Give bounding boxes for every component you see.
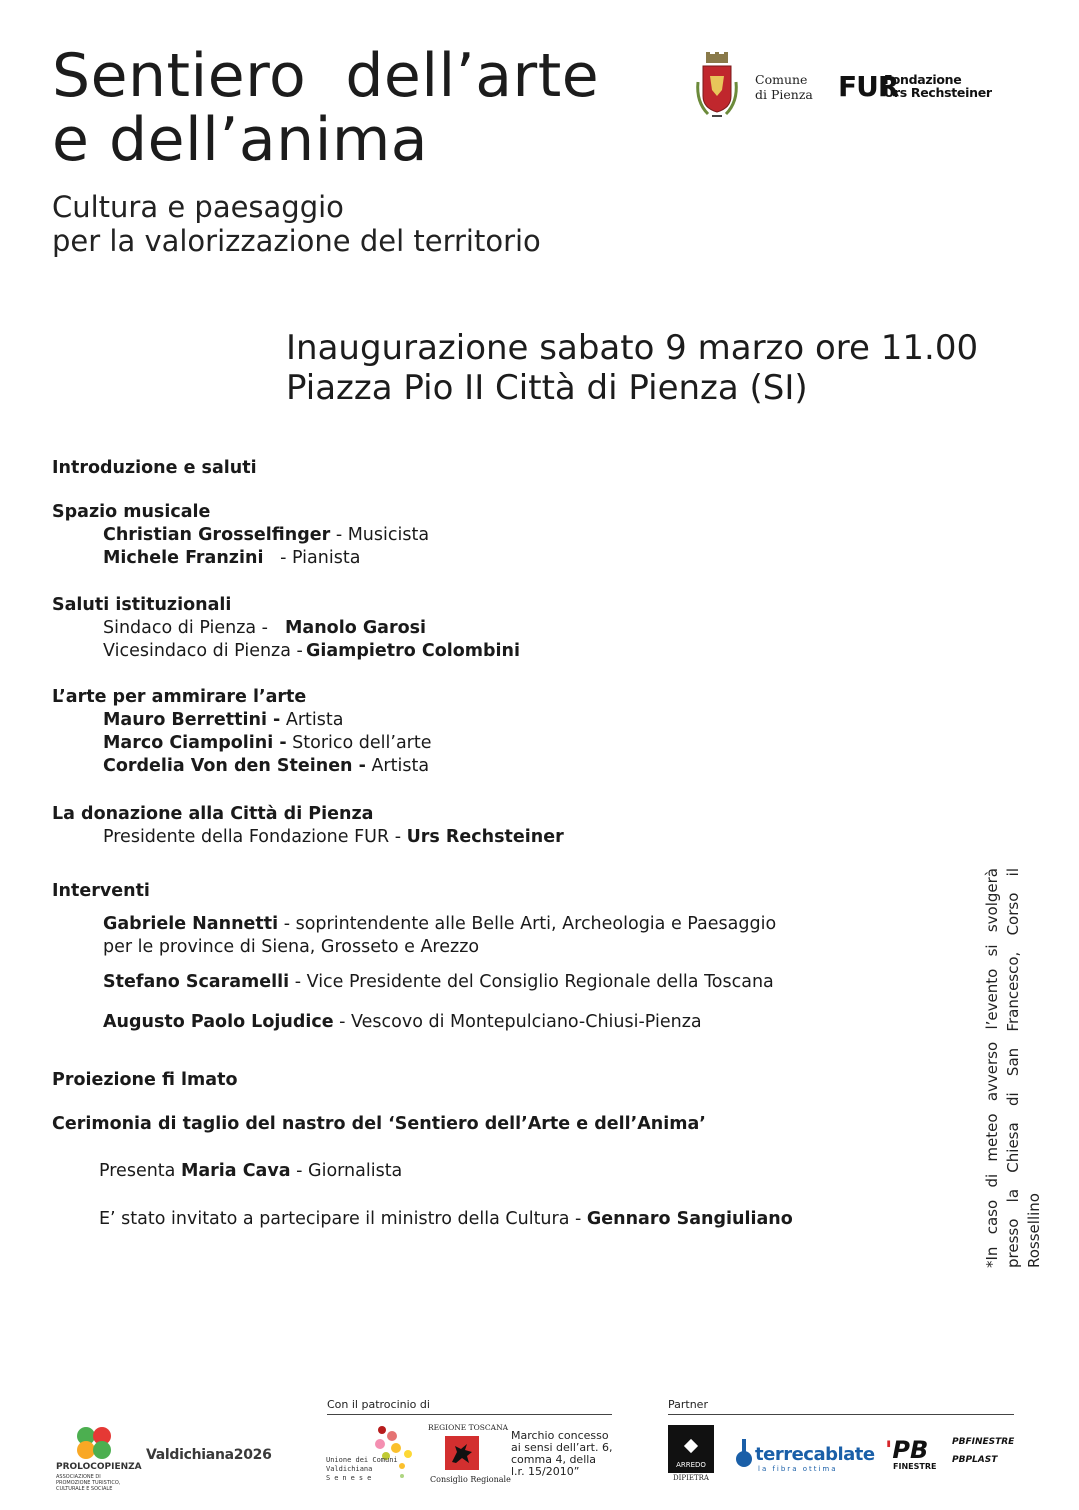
person-role: - Pianista xyxy=(263,548,361,568)
person-name: Augusto Paolo Lojudice xyxy=(103,1012,334,1032)
fur-line-2: Urs Rechsteiner xyxy=(884,85,992,100)
terrecablate-logo: terrecablate xyxy=(755,1444,875,1465)
section-heading: La donazione alla Città di Pienza xyxy=(52,804,374,824)
person-role: Storico dell’arte xyxy=(286,733,432,753)
pbplast-logo: PBPLAST xyxy=(952,1455,998,1465)
program-projection: Proiezione fi lmato xyxy=(52,1070,238,1090)
person-name: Mauro Berrettini - xyxy=(103,710,281,730)
patronage-label: Con il patrocinio di xyxy=(327,1398,430,1411)
comune-crest-logo xyxy=(694,52,740,122)
subtitle-line-1: Cultura e paesaggio xyxy=(52,190,344,224)
patronage-rule xyxy=(327,1414,612,1415)
proloco-name: PROLOCOPIENZA xyxy=(56,1462,142,1472)
weather-note-line-3: Rossellino xyxy=(1025,1193,1043,1268)
program-entry xyxy=(52,709,432,732)
program-entry xyxy=(52,617,520,640)
person-name: Cordelia Von den Steinen - xyxy=(103,756,366,776)
proloco-pienza-logo xyxy=(72,1424,116,1464)
pb-finestre-logo: 'PB xyxy=(885,1436,929,1464)
arredo-dipietra-logo xyxy=(668,1425,714,1473)
valdichiana-2026-logo: Valdichiana2026 xyxy=(146,1447,272,1463)
person-name: Gennaro Sangiuliano xyxy=(586,1209,793,1229)
person-role: Presidente della Fondazione FUR - xyxy=(103,827,407,847)
person-name: Gabriele Nannetti xyxy=(103,914,279,934)
program-entry xyxy=(52,826,564,849)
program-entry xyxy=(52,640,520,663)
comune-label-line-2: di Pienza xyxy=(755,87,813,102)
comune-label xyxy=(755,72,813,102)
weather-note-line-1: *In caso di meteo avverso l’evento si svolgerà xyxy=(983,868,1001,1268)
inauguration-place: Piazza Pio II Città di Pienza (SI) xyxy=(286,368,808,408)
fur-line-1: Fondazione xyxy=(884,72,962,87)
program-intro: Introduzione e saluti xyxy=(52,458,257,478)
consiglio-regionale-label: Consiglio Regionale xyxy=(430,1475,511,1484)
person-role: - Vice Presidente del Consiglio Regionale della Toscana xyxy=(289,972,774,992)
marchio-line-1: Marchio concesso xyxy=(511,1429,609,1442)
arredo-line-1: ARREDO xyxy=(676,1461,706,1469)
person-role: - Vescovo di Montepulciano-Chiusi-Pienza xyxy=(333,1012,702,1032)
title-line-2: e dell’anima xyxy=(52,105,429,175)
marchio-line-2: ai sensi dell’art. 6, xyxy=(511,1441,613,1454)
program-entry-continued: per le province di Siena, Grosseto e Arezzo xyxy=(103,937,480,957)
section-heading: Spazio musicale xyxy=(52,502,211,522)
pegasus-icon xyxy=(445,1436,479,1474)
regione-toscana-label: REGIONE TOSCANA xyxy=(428,1423,509,1432)
program-entry xyxy=(52,913,812,936)
unione-line-3: Senese xyxy=(326,1474,376,1482)
arredo-line-2: DIPIETRA xyxy=(673,1474,709,1482)
person-name: Urs Rechsteiner xyxy=(406,827,564,847)
program-ceremony: Cerimonia di taglio del nastro del ‘Sentiero dell’Arte e dell’Anima’ xyxy=(52,1114,706,1134)
section-music xyxy=(52,501,429,570)
marchio-line-3: comma 4, della xyxy=(511,1453,597,1466)
program-minister xyxy=(52,1208,793,1231)
program-entry xyxy=(52,1011,812,1034)
pb-sub: FINESTRE xyxy=(893,1462,937,1471)
minister-text: E’ stato invitato a partecipare il ministro della Cultura - xyxy=(99,1209,587,1229)
program-entry xyxy=(52,524,429,547)
section-heading: Interventi xyxy=(52,881,150,901)
weather-note xyxy=(982,868,1045,1268)
program-entry xyxy=(52,971,812,994)
marchio-note xyxy=(511,1430,612,1478)
section-heading: L’arte per ammirare l’arte xyxy=(52,687,307,707)
diamond-icon xyxy=(684,1439,698,1453)
page-title xyxy=(52,41,600,175)
program-entry xyxy=(52,732,432,755)
fur-logo-text xyxy=(884,73,992,99)
person-name: Maria Cava xyxy=(180,1161,291,1181)
clover-icon xyxy=(72,1424,116,1460)
subtitle xyxy=(52,190,541,258)
person-role: - soprintendente alle Belle Arti, Archeologia e Paesaggio xyxy=(278,914,777,934)
person-name: Marco Ciampolini - xyxy=(103,733,287,753)
person-name: Giampietro Colombini xyxy=(306,641,521,661)
unione-text xyxy=(326,1456,398,1483)
partner-rule xyxy=(668,1414,1014,1415)
subtitle-line-2: per la valorizzazione del territorio xyxy=(52,224,541,258)
inauguration-date: Inaugurazione sabato 9 marzo ore 11.00 xyxy=(286,328,979,368)
title-line-1: Sentiero dell’arte xyxy=(52,41,600,111)
pbfinestre-logo: PBFINESTRE xyxy=(952,1437,1015,1447)
section-institutional xyxy=(52,594,520,663)
section-donation xyxy=(52,803,564,849)
program-entry xyxy=(52,547,429,570)
terrecablate-tagline: la fibra ottima xyxy=(758,1465,838,1473)
pb-mark: PB xyxy=(892,1436,929,1464)
partner-label: Partner xyxy=(668,1398,708,1411)
person-role: - Giornalista xyxy=(290,1161,403,1181)
person-role: Artista xyxy=(365,756,430,776)
section-art xyxy=(52,686,432,778)
section-heading: Saluti istituzionali xyxy=(52,595,232,615)
proloco-sub: ASSOCIAZIONE DI PROMOZIONE TURISTICO, CULTURALE E SOCIALE xyxy=(56,1474,121,1492)
comune-label-line-1: Comune xyxy=(755,72,808,87)
inauguration-info xyxy=(286,328,978,408)
program-entry xyxy=(52,755,432,778)
person-role: Sindaco di Pienza - xyxy=(103,618,268,638)
person-name: Manolo Garosi xyxy=(285,618,427,638)
person-name: Stefano Scaramelli xyxy=(103,972,290,992)
weather-note-line-2: presso la Chiesa di San Francesco, Corso il xyxy=(1004,868,1022,1268)
marchio-line-4: l.r. 15/2010” xyxy=(511,1465,580,1478)
section-speeches xyxy=(52,880,812,1034)
person-name: Michele Franzini xyxy=(103,548,264,568)
fur-logo-mark: FUR xyxy=(838,70,899,103)
program-presenter xyxy=(52,1160,402,1183)
unione-line-1: Unione dei Comuni xyxy=(326,1456,398,1464)
person-name: Christian Grosselfinger xyxy=(103,525,331,545)
person-role: Artista xyxy=(280,710,344,730)
person-role: Vicesindaco di Pienza - xyxy=(103,641,303,661)
presenter-prefix: Presenta xyxy=(99,1161,181,1181)
unione-line-2: Valdichiana xyxy=(326,1465,373,1473)
person-role: - Musicista xyxy=(330,525,430,545)
terrecablate-icon xyxy=(735,1437,753,1475)
